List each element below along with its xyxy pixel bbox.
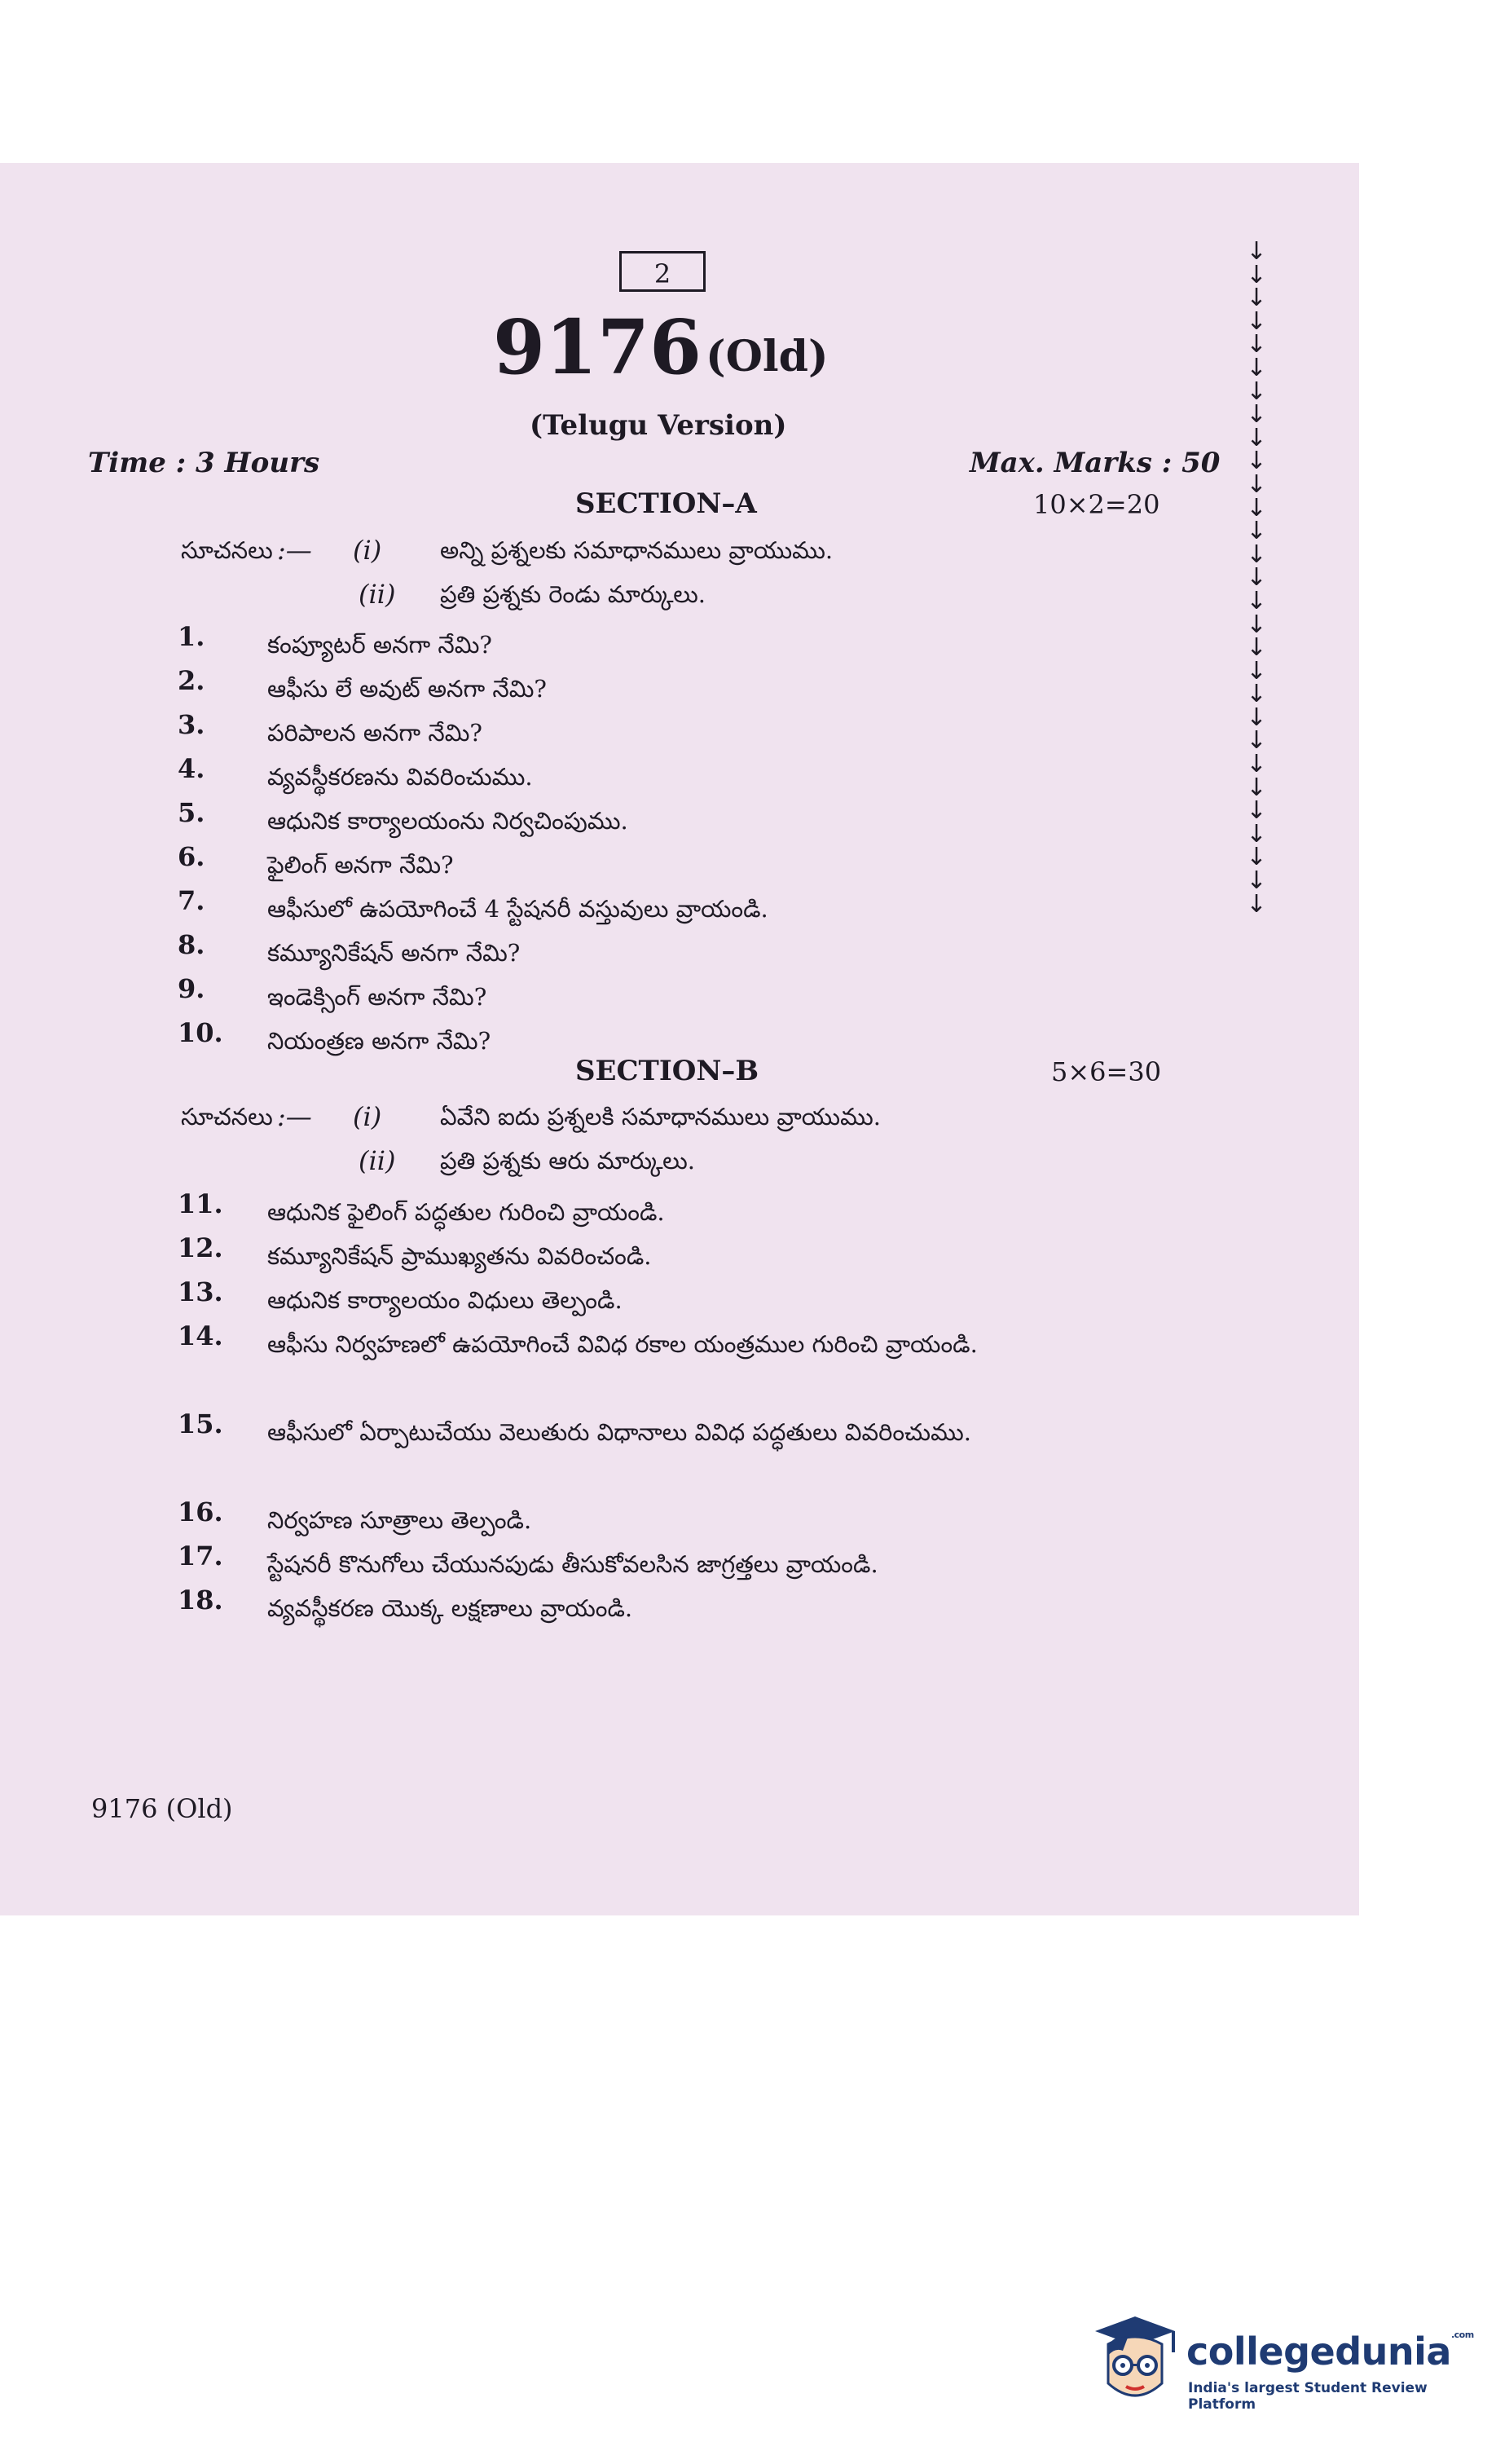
question-text: వ్యవస్థీకరణ యొక్క లక్షణాలు వ్రాయండి.: [267, 1594, 633, 1622]
question-text: ఆధునిక కార్యాలయం విధులు తెల్పండి.: [267, 1286, 623, 1314]
margin-arrow-icon: ↓: [1246, 423, 1267, 452]
section-b-note-dash: :—: [277, 1101, 312, 1132]
margin-arrow-icon: ↓: [1246, 726, 1267, 756]
max-marks-label: Max. Marks : 50: [970, 447, 1221, 479]
question-text: ఫైలింగ్ అనగా నేమి?: [267, 851, 454, 879]
margin-arrow-icon: ↓: [1246, 586, 1267, 615]
section-a-note-1-num: (i): [353, 535, 382, 566]
question-17: [178, 1541, 1188, 1585]
question-11: [178, 1188, 1188, 1232]
question-text: పరిపాలన అనగా నేమి?: [267, 719, 482, 747]
question-number: 10.: [178, 1017, 223, 1048]
question-15: [178, 1408, 1188, 1496]
question-16: [178, 1496, 1188, 1541]
section-a-note-dash: :—: [277, 535, 312, 566]
margin-arrow-icon: ↓: [1246, 610, 1267, 639]
page-number-box: 2: [619, 251, 706, 292]
section-a-title: SECTION–A: [575, 487, 757, 520]
question-7: [178, 885, 1188, 929]
question-text: ఆఫీసు లే అవుట్ అనగా నేమి?: [267, 675, 547, 703]
question-text: కమ్యూనికేషన్ ప్రాముఖ్యతను వివరించండి.: [267, 1242, 652, 1270]
collegedunia-logo[interactable]: [1090, 2313, 1473, 2419]
question-number: 9.: [178, 973, 205, 1004]
margin-arrow-icon: ↓: [1246, 330, 1267, 359]
question-number: 11.: [178, 1188, 223, 1219]
paper-variant: (Old): [706, 332, 829, 381]
question-text: ఆధునిక ఫైలింగ్ పద్ధతుల గురించి వ్రాయండి.: [267, 1198, 665, 1226]
margin-arrow-icon: ↓: [1246, 540, 1267, 569]
section-a-marks: 10×2=20: [1033, 489, 1160, 520]
question-text: నియంత్రణ అనగా నేమి?: [267, 1027, 491, 1055]
question-5: [178, 797, 1188, 841]
margin-arrow-icon: ↓: [1246, 400, 1267, 430]
margin-arrow-icon: ↓: [1246, 796, 1267, 826]
margin-arrow-icon: ↓: [1246, 656, 1267, 685]
question-14: [178, 1320, 1188, 1408]
paper-code-title: 9176: [493, 303, 702, 391]
margin-arrow-icon: ↓: [1246, 284, 1267, 313]
question-number: 14.: [178, 1320, 223, 1351]
question-2: [178, 665, 1188, 709]
section-b-note-label: సూచనలు: [181, 1103, 273, 1131]
margin-arrow-icon: ↓: [1246, 889, 1267, 919]
question-number: 12.: [178, 1232, 223, 1263]
question-text: ఇండెక్సింగ్ అనగా నేమి?: [267, 983, 487, 1011]
margin-arrow-icon: ↓: [1246, 750, 1267, 779]
margin-arrow-icon: ↓: [1246, 306, 1267, 336]
question-4: [178, 753, 1188, 797]
section-b-marks: 5×6=30: [1051, 1056, 1162, 1087]
margin-arrow-icon: ↓: [1246, 353, 1267, 382]
margin-arrow-icon: ↓: [1246, 773, 1267, 802]
margin-arrow-icon: ↓: [1246, 447, 1267, 476]
time-label: Time : 3 Hours: [88, 447, 320, 479]
question-8: [178, 929, 1188, 973]
question-text: వ్యవస్థీకరణను వివరించుము.: [267, 763, 533, 791]
footer-paper-code: 9176 (Old): [91, 1793, 233, 1824]
section-b-note-1-num: (i): [353, 1101, 382, 1132]
version-label: (Telugu Version): [530, 409, 787, 442]
margin-arrow-icon: ↓: [1246, 703, 1267, 732]
logo-wordmark: collegedunia$^{.com}$: [1186, 2330, 1474, 2374]
question-13: [178, 1276, 1188, 1320]
question-18: [178, 1585, 1188, 1629]
question-number: 16.: [178, 1496, 223, 1527]
section-b-note-1-text: ఏవేని ఐదు ప్రశ్నలకి సమాధానములు వ్రాయుము.: [440, 1103, 882, 1131]
margin-arrow-icon: ↓: [1246, 680, 1267, 709]
margin-arrows: [1240, 237, 1273, 919]
question-1: [178, 621, 1188, 665]
question-text: నిర్వహణ సూత్రాలు తెల్పండి.: [267, 1506, 532, 1534]
section-a-note-label: సూచనలు: [181, 536, 273, 564]
margin-arrow-icon: ↓: [1246, 237, 1267, 266]
margin-arrow-icon: ↓: [1246, 633, 1267, 663]
margin-arrow-icon: ↓: [1246, 260, 1267, 289]
margin-arrow-icon: ↓: [1246, 843, 1267, 872]
margin-arrow-icon: ↓: [1246, 819, 1267, 849]
question-9: [178, 973, 1188, 1017]
question-number: 3.: [178, 709, 205, 740]
section-a-note-1-text: అన్ని ప్రశ్నలకు సమాధానములు వ్రాయుము.: [440, 536, 834, 564]
section-b-title: SECTION–B: [575, 1055, 759, 1087]
question-number: 2.: [178, 665, 205, 696]
question-number: 4.: [178, 753, 205, 784]
margin-arrow-icon: ↓: [1246, 866, 1267, 896]
question-text: ఆఫీసులో ఉపయోగించే 4 స్టేషనరీ వస్తువులు వ్రాయండి.: [267, 895, 768, 923]
section-b-note-2-num: (ii): [359, 1145, 396, 1176]
question-number: 1.: [178, 621, 205, 652]
question-number: 13.: [178, 1276, 223, 1307]
section-a-note-2-num: (ii): [359, 579, 396, 610]
mascot-icon: [1090, 2313, 1180, 2415]
question-number: 18.: [178, 1585, 223, 1615]
question-6: [178, 841, 1188, 885]
margin-arrow-icon: ↓: [1246, 493, 1267, 522]
question-12: [178, 1232, 1188, 1276]
question-text: స్టేషనరీ కొనుగోలు చేయునపుడు తీసుకోవలసిన జాగ్రత్తలు వ్రాయండి.: [267, 1550, 878, 1578]
margin-arrow-icon: ↓: [1246, 377, 1267, 406]
margin-arrow-icon: ↓: [1246, 563, 1267, 593]
question-text: ఆధునిక కార్యాలయంను నిర్వచింపుము.: [267, 807, 628, 835]
logo-tagline: India's largest Student Review Platform: [1188, 2380, 1428, 2413]
question-number: 15.: [178, 1408, 223, 1439]
margin-arrow-icon: ↓: [1246, 469, 1267, 499]
question-text: కమ్యూనికేషన్ అనగా నేమి?: [267, 939, 521, 967]
section-b-note-2-text: ప్రతి ప్రశ్నకు ఆరు మార్కులు.: [440, 1147, 695, 1175]
question-number: 6.: [178, 841, 205, 872]
question-3: [178, 709, 1188, 753]
question-text: ఆఫీసులో ఏర్పాటుచేయు వెలుతురు విధానాలు వివిధ పద్ధతులు వివరించుము.: [267, 1418, 972, 1446]
question-number: 7.: [178, 885, 205, 916]
section-a-note-2-text: ప్రతి ప్రశ్నకు రెండు మార్కులు.: [440, 580, 706, 608]
question-text: ఆఫీసు నిర్వహణలో ఉపయోగించే వివిధ రకాల యంత్రముల గురించి వ్రాయండి.: [267, 1330, 978, 1358]
question-number: 8.: [178, 929, 205, 960]
question-number: 17.: [178, 1541, 223, 1571]
question-text: కంప్యూటర్ అనగా నేమి?: [267, 631, 492, 659]
margin-arrow-icon: ↓: [1246, 517, 1267, 546]
question-number: 5.: [178, 797, 205, 828]
